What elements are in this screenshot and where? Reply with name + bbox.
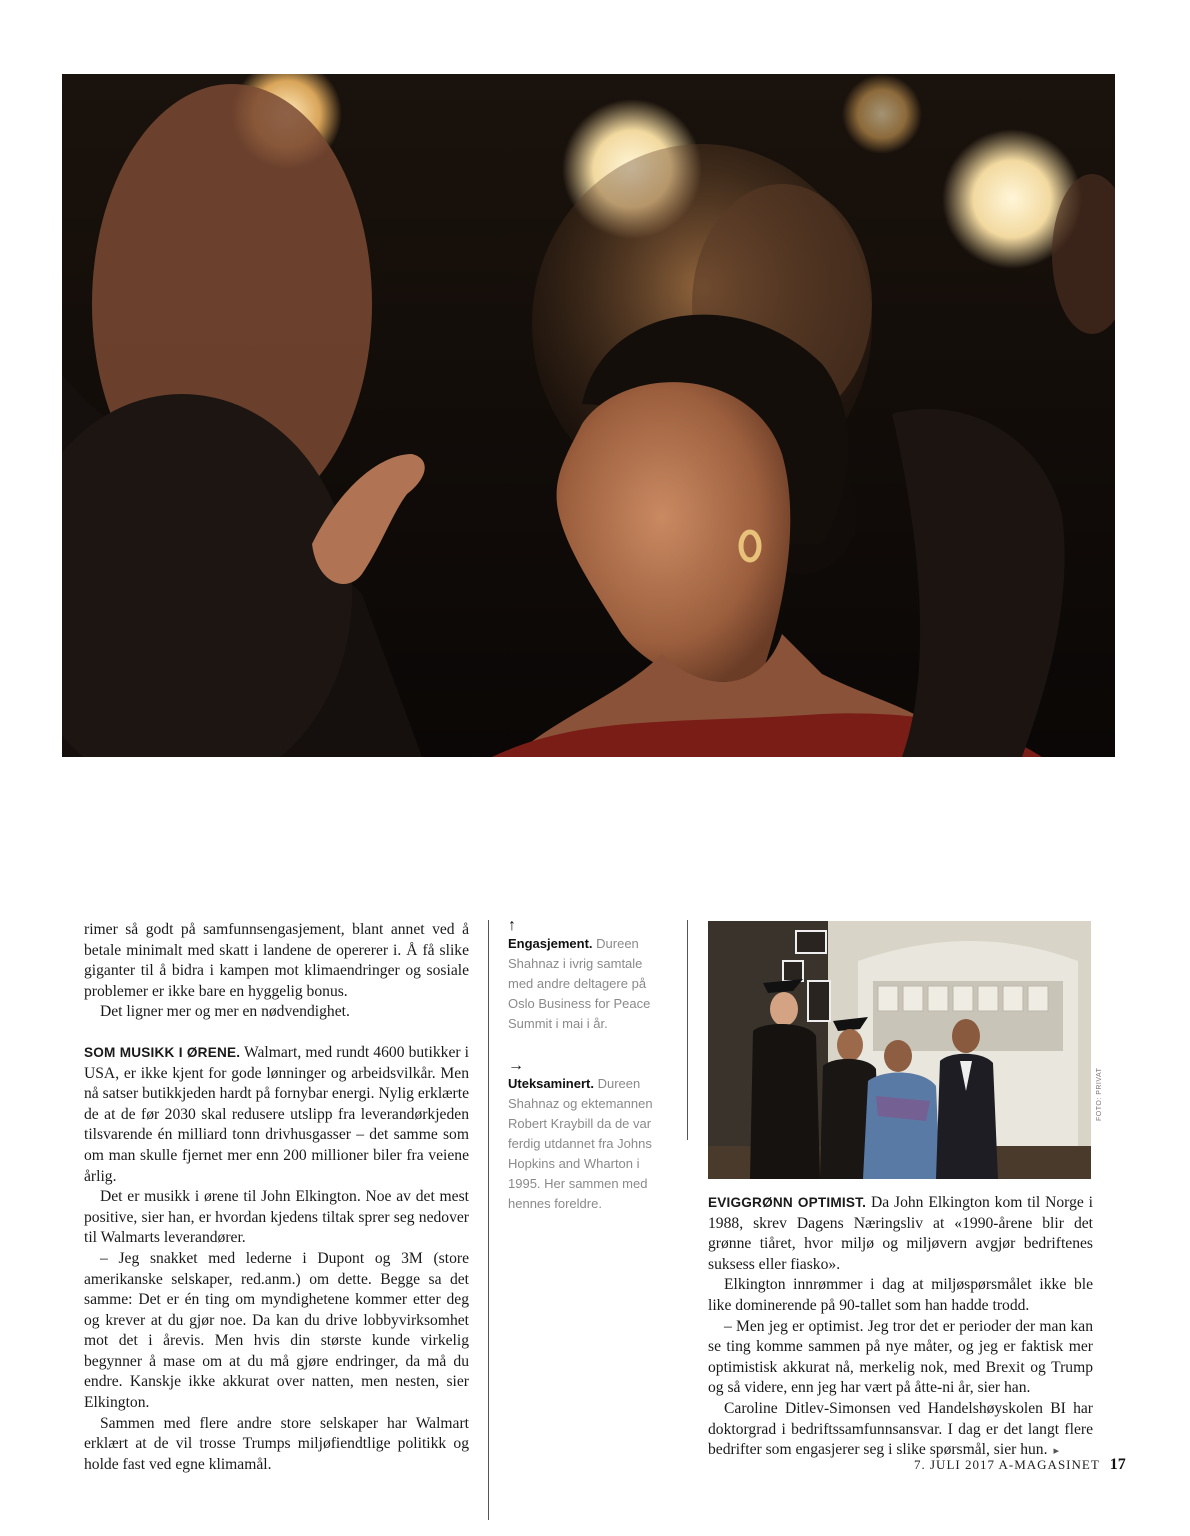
hero-photo [62,74,1115,757]
issue-date-and-magazine: 7. JULI 2017 A-MAGASINET [914,1457,1100,1472]
article-column-3 [708,1193,1093,1462]
photo-captions [508,918,668,1238]
body-paragraph: – Jeg snakket med lederne i Dupont og 3M (store amerikanske selskaper, red.anm.) om dette. Begge sa det samme: Det er én ting om myndighetene kommer etter deg og krever at du gjør noe. Da kan du drive lobbyvirksomhet mot det i årevis. Men hvis din største kunde virkelig begynner å mase om at du må gjøre endringer, da må du endre. Kanskje ikke akkurat over natten, men nesten, sier Elkington. [84,1249,469,1412]
column-divider [687,920,688,1140]
column-divider [488,920,489,1520]
photo-credit: FOTO: PRIVAT [1096,1067,1103,1121]
caption-head: Uteksaminert. [508,1076,594,1091]
body-paragraph: – Men jeg er optimist. Jeg tror det er perioder der man kan se ting komme sammen på nye måter, og jeg er faktisk mer optimistisk akkurat nå, merkelig nok, med Brexit og Trump og så videre, enn jeg har vært på åtte-ni år, sier han. [708,1317,1093,1397]
subhead-lead: EVIGGRØNN OPTIMIST. [708,1195,867,1210]
caption-text: Dureen Shahnaz i ivrig samtale med andre deltagere på Oslo Business for Peace Summit i mai i år. [508,936,651,1031]
caption-uteksaminert [508,1058,668,1214]
caption-head: Engasjement. [508,936,593,951]
continue-arrow-icon: ▸ [1053,1445,1060,1458]
caption-engasjement [508,918,668,1034]
arrow-right-icon: → [508,1057,524,1074]
arrow-up-icon: ↑ [508,917,516,934]
body-paragraph: Det er musikk i ørene til John Elkington. Noe av det mest positive, sier han, er hvordan kjedens tiltak sprer seg nedover til Walmarts leverandører. [84,1188,469,1247]
graduation-family-photo [708,921,1091,1179]
body-paragraph: Caroline Ditlev-Simonsen ved Handelshøyskolen BI har doktorgrad i bedriftssamfunnsansvar. I dag er det langt flere bedrifter som engasjerer seg i slike spørsmål, sier hun. ▸ [708,1399,1093,1459]
caption-text: Dureen Shahnaz og ektemannen Robert Kraybill da de var ferdig utdannet fra Johns Hopkins and Wharton i 1995. Her sammen med hennes foreldre. [508,1076,653,1211]
body-paragraph: Det ligner mer og mer en nødvendighet. [100,1003,350,1021]
body-paragraph: rimer så godt på samfunnsengasjement, blant annet ved å betale minimalt med skatt i landene de opererer i. Å få slike giganter til å bidra i kampen mot klimaendringer og sosiale problemer er ikke bare en hyggelig bonus. [84,921,469,1000]
page-footer [914,1456,1126,1474]
subhead-lead: SOM MUSIKK I ØRENE. [84,1044,241,1060]
body-paragraph-with-lead: SOM MUSIKK I ØRENE. Walmart, med rundt 4600 butikker i USA, er ikke kjent for gode lønninger og arbeidsvilkår. Men nå satser butikkjeden hardt på fornybar energi. Nylig erklærte de at de før 2030 skal redusere utslipp fra leverandørkjeden tilsvarende én milliard tonn drivhusgasser – det samme som om man skulle fjernet mer enn 200 millioner biler fra veiene årlig. [84,1043,469,1185]
body-paragraph: Elkington innrømmer i dag at miljøspørsmålet ikke ble like dominerende på 90-tallet som han hadde trodd. [708,1276,1093,1314]
page-number: 17 [1109,1456,1126,1473]
body-paragraph: Sammen med flere andre store selskaper har Walmart erklært at de vil trosse Trumps miljøfiendtlige politikk og holde fast ved egne klimamål. [84,1414,469,1473]
hero-photo-illustration [62,74,1115,757]
graduation-photo-illustration [708,921,1091,1179]
body-paragraph-with-lead: EVIGGRØNN OPTIMIST. Da John Elkington kom til Norge i 1988, skrev Dagens Næringsliv at «1990-årene blir det grønne tiåret, hvor miljø og miljøvern avgjør bedriftenes suksess eller fiasko». [708,1194,1093,1273]
article-column-1 [84,920,469,1475]
